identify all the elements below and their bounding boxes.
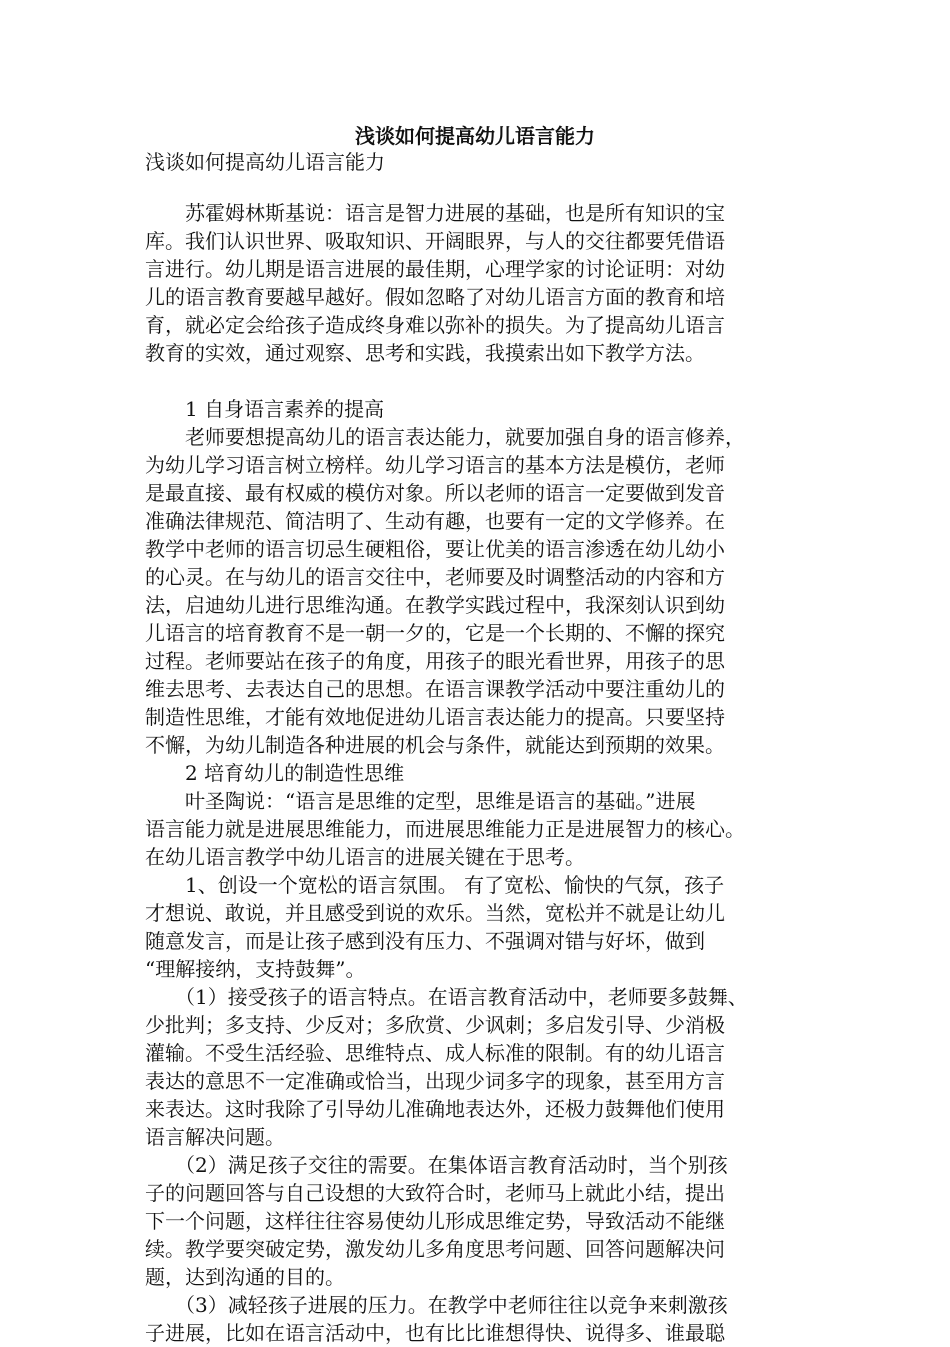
text-line: 儿的语言教育要越早越好。假如忽略了对幼儿语言方面的教育和培	[145, 285, 725, 309]
text-line: 续。教学要突破定势，激发幼儿多角度思考问题、回答问题解决问	[145, 1237, 725, 1261]
text-line: 法，启迪幼儿进行思维沟通。在教学实践过程中，我深刻认识到幼	[145, 593, 725, 617]
text-line: 维去思考、去表达自己的思想。在语言课教学活动中要注重幼儿的	[145, 677, 725, 701]
text-line: 1、创设一个宽松的语言氛围。 有了宽松、愉快的气氛，孩子	[145, 873, 725, 897]
text-line: 苏霍姆林斯基说：语言是智力进展的基础，也是所有知识的宝	[145, 201, 725, 225]
document-subtitle: 浅谈如何提高幼儿语言能力	[145, 150, 385, 174]
text-line: 儿语言的培育教育不是一朝一夕的，它是一个长期的、不懈的探究	[145, 621, 725, 645]
text-line: 过程。老师要站在孩子的角度，用孩子的眼光看世界，用孩子的思	[145, 649, 725, 673]
text-line: 来表达。这时我除了引导幼儿准确地表达外，还极力鼓舞他们使用	[145, 1097, 725, 1121]
text-line: 表达的意思不一定准确或恰当，出现少词多字的现象，甚至用方言	[145, 1069, 725, 1093]
text-line: （3）减轻孩子进展的压力。在教学中老师往往以竞争来刺激孩	[145, 1293, 728, 1317]
text-line: 子的问题回答与自己设想的大致符合时，老师马上就此小结，提出	[145, 1181, 725, 1205]
text-line: “理解接纳，支持鼓舞”。	[145, 957, 366, 981]
text-line: 准确法律规范、简洁明了、生动有趣，也要有一定的文学修养。在	[145, 509, 725, 533]
text-line: 为幼儿学习语言树立榜样。幼儿学习语言的基本方法是模仿，老师	[145, 453, 725, 477]
text-line: 随意发言，而是让孩子感到没有压力、不强调对错与好坏，做到	[145, 929, 705, 953]
text-line: 教学中老师的语言切忌生硬粗俗，要让优美的语言渗透在幼儿幼小	[145, 537, 725, 561]
document-title: 浅谈如何提高幼儿语言能力	[355, 124, 595, 148]
text-line: 少批判；多支持、少反对；多欣赏、少讽刺；多启发引导、少消极	[145, 1013, 725, 1037]
text-line: 才想说、敢说，并且感受到说的欢乐。当然，宽松并不就是让幼儿	[145, 901, 725, 925]
text-line: 灌输。不受生活经验、思维特点、成人标准的限制。有的幼儿语言	[145, 1041, 725, 1065]
text-line: （2）满足孩子交往的需要。在集体语言教育活动时，当个别孩	[145, 1153, 728, 1177]
text-line: 的心灵。在与幼儿的语言交往中，老师要及时调整活动的内容和方	[145, 565, 725, 589]
text-line: 下一个问题，这样往往容易使幼儿形成思维定势，导致活动不能继	[145, 1209, 725, 1233]
text-line: 言进行。幼儿期是语言进展的最佳期，心理学家的讨论证明：对幼	[145, 257, 725, 281]
text-line: 不懈，为幼儿制造各种进展的机会与条件，就能达到预期的效果。	[145, 733, 725, 757]
text-line: （1）接受孩子的语言特点。在语言教育活动中，老师要多鼓舞、	[145, 985, 748, 1009]
text-line: 制造性思维，才能有效地促进幼儿语言表达能力的提高。只要坚持	[145, 705, 725, 729]
text-line: 是最直接、最有权威的模仿对象。所以老师的语言一定要做到发音	[145, 481, 725, 505]
section-heading: 2 培育幼儿的制造性思维	[145, 761, 405, 785]
text-line: 语言解决问题。	[145, 1125, 285, 1149]
text-line: 题，达到沟通的目的。	[145, 1265, 345, 1289]
text-line: 叶圣陶说：“语言是思维的定型，思维是语言的基础。”进展	[145, 789, 696, 813]
section-heading: 1 自身语言素养的提高	[145, 397, 385, 421]
text-line: 子进展，比如在语言活动中，也有比比谁想得快、说得多、谁最聪	[145, 1321, 725, 1345]
text-line: 在幼儿语言教学中幼儿语言的进展关键在于思考。	[145, 845, 585, 869]
text-line: 教育的实效，通过观察、思考和实践，我摸索出如下教学方法。	[145, 341, 705, 365]
text-line: 库。我们认识世界、吸取知识、开阔眼界，与人的交往都要凭借语	[145, 229, 725, 253]
text-line: 语言能力就是进展思维能力，而进展思维能力正是进展智力的核心。	[145, 817, 745, 841]
text-line: 育，就必定会给孩子造成终身难以弥补的损失。为了提高幼儿语言	[145, 313, 725, 337]
text-line: 老师要想提高幼儿的语言表达能力，就要加强自身的语言修养，	[145, 425, 745, 449]
